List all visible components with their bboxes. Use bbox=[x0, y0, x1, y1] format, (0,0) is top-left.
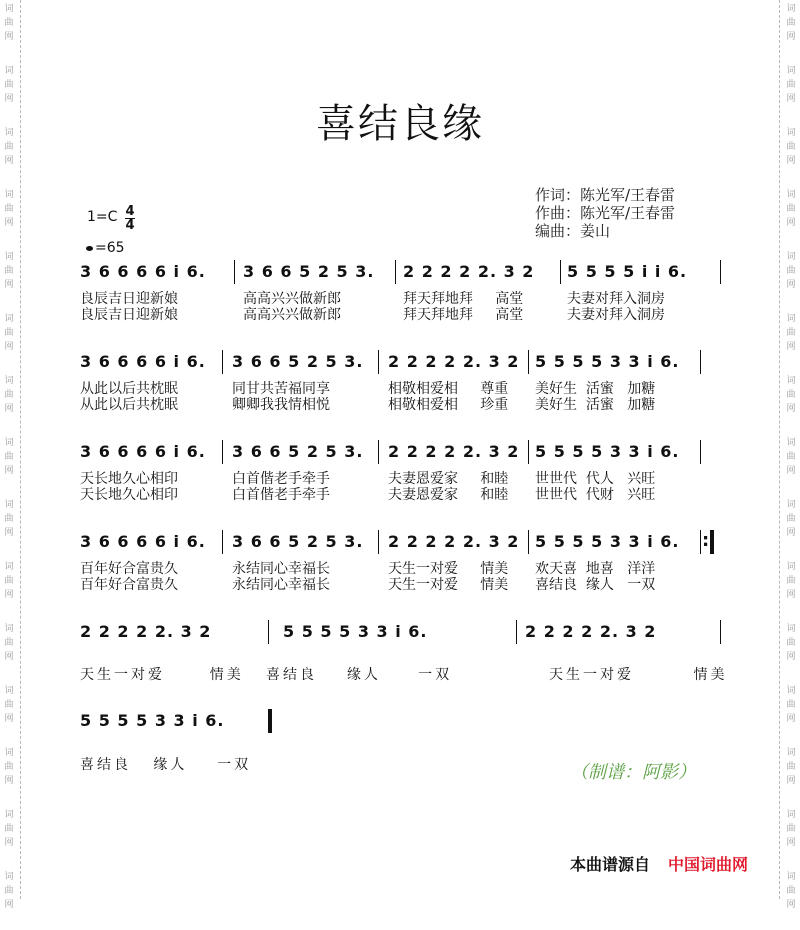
bar-line bbox=[378, 350, 379, 374]
quarter-note-icon bbox=[86, 246, 93, 251]
watermark-group bbox=[2, 682, 16, 744]
watermark-group bbox=[2, 744, 16, 806]
lyric-verse-1: 高高兴兴做新郎 bbox=[243, 291, 341, 307]
key-signature bbox=[87, 204, 135, 233]
lyric-verse-1: 欢天喜 地喜 洋洋 bbox=[535, 561, 656, 577]
watermark-char: 词 bbox=[786, 314, 796, 324]
watermark-char: 网 bbox=[786, 466, 796, 476]
measure: 3 6 6 5 2 5 3. bbox=[243, 262, 375, 281]
watermark-group bbox=[784, 806, 798, 868]
lyric-verse-1: 天长地久心相印 bbox=[80, 471, 178, 487]
watermark-char: 词 bbox=[4, 810, 14, 820]
watermark-group bbox=[2, 248, 16, 310]
watermark-char: 词 bbox=[4, 748, 14, 758]
watermark-char: 曲 bbox=[786, 762, 796, 772]
watermark-char: 网 bbox=[786, 218, 796, 228]
lyric-verse-2: 夫妻恩爱家 和睦 bbox=[388, 487, 509, 503]
measure: 2 2 2 2 2. 3 2 bbox=[525, 622, 657, 641]
watermark-char: 曲 bbox=[4, 452, 14, 462]
repeat-sign: : bbox=[702, 530, 710, 551]
time-top: 4 bbox=[125, 204, 135, 219]
lyric-verse-1: 天生一对爱 情美 bbox=[388, 561, 509, 577]
watermark-char: 网 bbox=[4, 156, 14, 166]
watermark-group bbox=[2, 496, 16, 558]
watermark-char: 词 bbox=[4, 4, 14, 14]
watermark-char: 网 bbox=[786, 652, 796, 662]
repeat-bar bbox=[710, 530, 714, 554]
watermark-char: 网 bbox=[786, 714, 796, 724]
watermark-char: 网 bbox=[786, 342, 796, 352]
watermark-char: 网 bbox=[786, 528, 796, 538]
bar-line bbox=[222, 530, 223, 554]
lyric-verse-2: 夫妻对拜入洞房 bbox=[567, 307, 665, 323]
watermark-char: 词 bbox=[4, 872, 14, 882]
watermark-group bbox=[784, 496, 798, 558]
lyric-verse-2: 相敬相爱相 珍重 bbox=[388, 397, 509, 413]
watermark-char: 曲 bbox=[786, 142, 796, 152]
watermark-char: 曲 bbox=[786, 18, 796, 28]
lyric-verse-1: 夫妻恩爱家 和睦 bbox=[388, 471, 509, 487]
watermark-char: 网 bbox=[4, 466, 14, 476]
arranger: 编曲：姜山 bbox=[535, 222, 611, 240]
lyric-verse-1: 永结同心幸福长 bbox=[232, 561, 330, 577]
bar-line bbox=[234, 260, 235, 284]
final-bar bbox=[268, 709, 272, 733]
bar-line bbox=[378, 530, 379, 554]
watermark-group bbox=[2, 558, 16, 620]
watermark-char: 词 bbox=[786, 872, 796, 882]
watermark-char: 曲 bbox=[786, 638, 796, 648]
measure: 5 5 5 5 3 3 i 6. bbox=[535, 442, 680, 461]
watermark-char: 曲 bbox=[4, 700, 14, 710]
watermark-char: 词 bbox=[786, 4, 796, 14]
watermark-char: 曲 bbox=[786, 390, 796, 400]
watermark-char: 曲 bbox=[4, 266, 14, 276]
lyric: 喜结良 缘人 一双 bbox=[80, 757, 252, 773]
measure: 2 2 2 2 2. 3 2 bbox=[388, 352, 520, 371]
lyric-verse-2: 白首偕老手牵手 bbox=[232, 487, 330, 503]
measure: 5 5 5 5 3 3 i 6. bbox=[80, 711, 225, 730]
measure: 3 6 6 6 6 i 6. bbox=[80, 352, 206, 371]
composer: 作曲：陈光军/王春雷 bbox=[535, 204, 676, 222]
bar-line bbox=[268, 620, 269, 644]
watermark-char: 网 bbox=[4, 652, 14, 662]
watermark-group bbox=[784, 744, 798, 806]
measure: 3 6 6 5 2 5 3. bbox=[232, 352, 364, 371]
lyric-verse-1: 从此以后共枕眠 bbox=[80, 381, 178, 397]
watermark-char: 曲 bbox=[786, 824, 796, 834]
watermark-group bbox=[2, 806, 16, 868]
bar-line bbox=[700, 350, 701, 374]
lyric-verse-1: 良辰吉日迎新娘 bbox=[80, 291, 178, 307]
measure: 3 6 6 6 6 i 6. bbox=[80, 442, 206, 461]
lyric-verse-1: 百年好合富贵久 bbox=[80, 561, 178, 577]
source-label: 本曲谱源自 bbox=[570, 855, 651, 874]
watermark-group bbox=[784, 372, 798, 434]
bar-line bbox=[700, 440, 701, 464]
measure: 3 6 6 6 6 i 6. bbox=[80, 532, 206, 551]
watermark-group bbox=[2, 620, 16, 682]
watermark-char: 词 bbox=[786, 562, 796, 572]
lyric-verse-1: 世世代 代人 兴旺 bbox=[535, 471, 656, 487]
watermark-group bbox=[784, 682, 798, 744]
lyricist: 作词：陈光军/王春雷 bbox=[535, 186, 676, 204]
watermark-char: 词 bbox=[4, 128, 14, 138]
time-signature bbox=[125, 205, 135, 232]
watermark-char: 词 bbox=[4, 376, 14, 386]
watermark-char: 曲 bbox=[786, 266, 796, 276]
watermark-char: 词 bbox=[4, 562, 14, 572]
tempo-value: =65 bbox=[95, 240, 125, 256]
watermark-group bbox=[2, 0, 16, 62]
watermark-char: 网 bbox=[786, 94, 796, 104]
watermark-char: 曲 bbox=[4, 204, 14, 214]
watermark-char: 网 bbox=[4, 342, 14, 352]
watermark-char: 词 bbox=[4, 252, 14, 262]
watermark-char: 网 bbox=[4, 218, 14, 228]
watermark-char: 曲 bbox=[786, 452, 796, 462]
watermark-char: 词 bbox=[4, 686, 14, 696]
lyric-verse-1: 夫妻对拜入洞房 bbox=[567, 291, 665, 307]
watermark-char: 词 bbox=[4, 438, 14, 448]
watermark-group bbox=[2, 186, 16, 248]
lyric-verse-2: 拜天拜地拜 高堂 bbox=[403, 307, 524, 323]
source-note bbox=[570, 852, 748, 875]
watermark-group bbox=[2, 868, 16, 930]
bar-line bbox=[560, 260, 561, 284]
watermark-char: 词 bbox=[4, 500, 14, 510]
bar-line bbox=[395, 260, 396, 284]
watermark-char: 曲 bbox=[4, 886, 14, 896]
lyric-verse-2: 天生一对爱 情美 bbox=[388, 577, 509, 593]
measure: 3 6 6 5 2 5 3. bbox=[232, 442, 364, 461]
transcriber-credit: （制谱：阿影） bbox=[570, 762, 696, 783]
watermark-char: 曲 bbox=[4, 762, 14, 772]
watermark-char: 曲 bbox=[4, 18, 14, 28]
lyric-verse-2: 高高兴兴做新郎 bbox=[243, 307, 341, 323]
lyric: 天生一对爱 情美 喜结良 缘人 一双 天生一对爱 情美 bbox=[80, 667, 728, 683]
watermark-char: 曲 bbox=[4, 142, 14, 152]
watermark-char: 曲 bbox=[4, 80, 14, 90]
watermark-char: 网 bbox=[4, 404, 14, 414]
measure: 5 5 5 5 i i 6. bbox=[567, 262, 688, 281]
watermark-group bbox=[784, 434, 798, 496]
measure: 2 2 2 2 2. 3 2 bbox=[403, 262, 535, 281]
watermark-group bbox=[784, 558, 798, 620]
lyric-verse-2: 美好生 活蜜 加糖 bbox=[535, 397, 656, 413]
bar-line bbox=[516, 620, 517, 644]
lyric-verse-2: 永结同心幸福长 bbox=[232, 577, 330, 593]
watermark-char: 词 bbox=[786, 128, 796, 138]
watermark-char: 词 bbox=[4, 190, 14, 200]
credits bbox=[535, 186, 675, 240]
lyric-verse-1: 同甘共苦福同享 bbox=[232, 381, 330, 397]
watermark-char: 网 bbox=[786, 404, 796, 414]
watermark-char: 曲 bbox=[786, 576, 796, 586]
bar-line bbox=[222, 350, 223, 374]
measure: 2 2 2 2 2. 3 2 bbox=[388, 532, 520, 551]
watermark-char: 曲 bbox=[786, 328, 796, 338]
bar-line bbox=[720, 620, 721, 644]
watermark-char: 网 bbox=[4, 900, 14, 910]
lyric-verse-2: 从此以后共枕眠 bbox=[80, 397, 178, 413]
lyric-verse-1: 白首偕老手牵手 bbox=[232, 471, 330, 487]
watermark-char: 词 bbox=[786, 686, 796, 696]
watermark-group bbox=[784, 310, 798, 372]
watermark-char: 词 bbox=[786, 748, 796, 758]
watermark-char: 词 bbox=[786, 190, 796, 200]
watermark-char: 词 bbox=[786, 810, 796, 820]
bar-line bbox=[528, 440, 529, 464]
watermark-char: 曲 bbox=[4, 390, 14, 400]
watermark-char: 网 bbox=[786, 32, 796, 42]
watermark-char: 词 bbox=[786, 66, 796, 76]
watermark-char: 词 bbox=[786, 376, 796, 386]
watermark-char: 词 bbox=[4, 624, 14, 634]
bar-line bbox=[378, 440, 379, 464]
watermark-char: 网 bbox=[4, 32, 14, 42]
watermark-char: 曲 bbox=[4, 824, 14, 834]
watermark-group bbox=[2, 372, 16, 434]
watermark-char: 词 bbox=[786, 438, 796, 448]
watermark-group bbox=[784, 868, 798, 930]
watermark-char: 网 bbox=[4, 776, 14, 786]
measure: 2 2 2 2 2. 3 2 bbox=[388, 442, 520, 461]
lyric-verse-2: 卿卿我我情相悦 bbox=[232, 397, 330, 413]
measure: 2 2 2 2 2. 3 2 bbox=[80, 622, 212, 641]
measure: 3 6 6 6 6 i 6. bbox=[80, 262, 206, 281]
watermark-char: 曲 bbox=[786, 514, 796, 524]
watermark-char: 词 bbox=[786, 500, 796, 510]
lyric-verse-1: 美好生 活蜜 加糖 bbox=[535, 381, 656, 397]
bar-line bbox=[720, 260, 721, 284]
bar-line bbox=[528, 530, 529, 554]
watermark-char: 曲 bbox=[4, 328, 14, 338]
lyric-verse-2: 百年好合富贵久 bbox=[80, 577, 178, 593]
measure: 3 6 6 5 2 5 3. bbox=[232, 532, 364, 551]
tempo bbox=[86, 240, 125, 256]
watermark-char: 曲 bbox=[786, 700, 796, 710]
watermark-group bbox=[784, 248, 798, 310]
bar-line bbox=[222, 440, 223, 464]
lyric-verse-2: 喜结良 缘人 一双 bbox=[535, 577, 656, 593]
watermark-char: 网 bbox=[4, 714, 14, 724]
watermark-char: 网 bbox=[4, 838, 14, 848]
watermark-char: 网 bbox=[4, 528, 14, 538]
watermark-char: 网 bbox=[786, 900, 796, 910]
watermark-char: 词 bbox=[4, 66, 14, 76]
watermark-char: 曲 bbox=[4, 576, 14, 586]
watermark-char: 曲 bbox=[786, 204, 796, 214]
time-bottom: 4 bbox=[125, 218, 135, 233]
watermark-char: 词 bbox=[786, 624, 796, 634]
watermark-char: 词 bbox=[786, 252, 796, 262]
lyric-verse-2: 良辰吉日迎新娘 bbox=[80, 307, 178, 323]
lyric-verse-2: 天长地久心相印 bbox=[80, 487, 178, 503]
bar-line bbox=[528, 350, 529, 374]
watermark-char: 曲 bbox=[786, 80, 796, 90]
watermark-char: 网 bbox=[4, 280, 14, 290]
measure: 5 5 5 5 3 3 i 6. bbox=[535, 532, 680, 551]
watermark-group bbox=[784, 0, 798, 62]
lyric-verse-1: 相敬相爱相 尊重 bbox=[388, 381, 509, 397]
lyric-verse-2: 世世代 代财 兴旺 bbox=[535, 487, 656, 503]
lyric-verse-1: 拜天拜地拜 高堂 bbox=[403, 291, 524, 307]
watermark-group bbox=[784, 186, 798, 248]
watermark-char: 曲 bbox=[4, 638, 14, 648]
measure: 5 5 5 5 3 3 i 6. bbox=[283, 622, 428, 641]
watermark-char: 词 bbox=[4, 314, 14, 324]
watermark-group bbox=[2, 310, 16, 372]
measure: 5 5 5 5 3 3 i 6. bbox=[535, 352, 680, 371]
bar-line bbox=[700, 530, 701, 554]
watermark-char: 曲 bbox=[4, 514, 14, 524]
song-title: 喜结良缘 bbox=[316, 101, 484, 147]
watermark-char: 网 bbox=[786, 838, 796, 848]
source-site: 中国词曲网 bbox=[668, 855, 749, 874]
watermark-group bbox=[2, 434, 16, 496]
watermark-char: 网 bbox=[4, 94, 14, 104]
key-label: 1=C bbox=[87, 209, 118, 225]
watermark-char: 网 bbox=[786, 156, 796, 166]
watermark-char: 网 bbox=[4, 590, 14, 600]
watermark-char: 网 bbox=[786, 776, 796, 786]
watermark-char: 网 bbox=[786, 590, 796, 600]
watermark-char: 网 bbox=[786, 280, 796, 290]
watermark-group bbox=[784, 620, 798, 682]
watermark-char: 曲 bbox=[786, 886, 796, 896]
